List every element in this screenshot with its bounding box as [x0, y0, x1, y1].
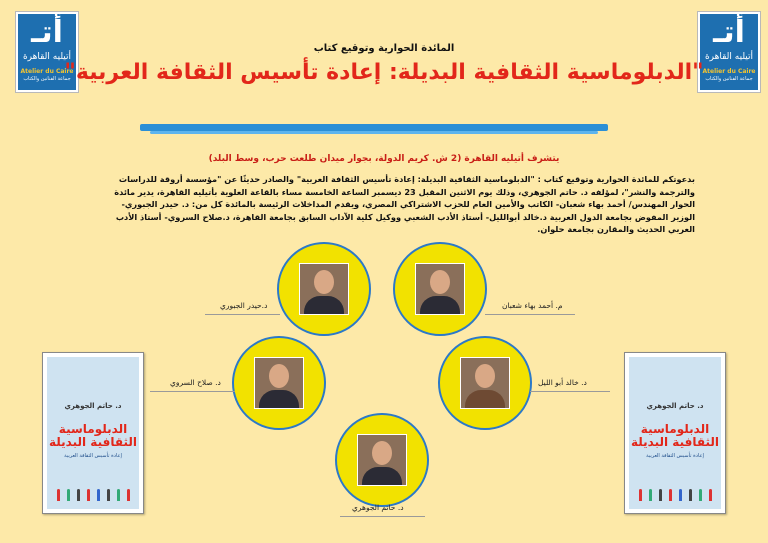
speaker-name-haidar: د.حيدر الجبوري [220, 301, 268, 310]
speaker-photo-khaled [438, 336, 532, 430]
logo-tagline: جماعة الفنانين والكتاب [23, 76, 71, 82]
divider-rule-highlight [150, 131, 598, 134]
speaker-name-salah: د. صلاح السروي [170, 378, 221, 387]
name-underline [150, 391, 235, 392]
invitation-text: بدعوتكم للمائدة الحوارية وتوقيع كتاب : "الدبلوماسية الثقافية البديلة: إعادة تأسيس الثقافة العربية" والصادر حديثًا عن "مؤسسة أروقة للدراسات والترجمة والنشر"، لمؤلفه د. حاتم الجوهري، وذلك يوم الاثنين المقبل 23 ديسمبر الساعة الخامسة مساء بالقاعة العلوية بأتيليه القاهرة، يدير مائدة الحوار المهندس/ أحمد بهاء شعبان- الكاتب والأمين العام للحزب الاشتراكي المصري، ويقدم المداخلات الرئيسة بالمائدة كل من: د. حيدر الجبوري- الوزير المفوض بجامعة الدول العربية د.خالد أبوالليل- أستاذ الأدب الشعبي ووكيل كلية الآداب السابق بجامعة القاهرة، د.صلاح السروي- أستاذ الأدب العربي الحديث والمقارن بجامعة حلوان. [114, 174, 695, 234]
speaker-photo-salah [232, 336, 326, 430]
logo-latin-name: Atelier du Caire [20, 68, 74, 75]
speaker-name-ahmed: م. أحمد بهاء شعبان [502, 301, 563, 310]
logo-arabic-name: أتيليه القاهرة [22, 52, 72, 62]
speaker-name-khaled: د. خالد أبو الليل [538, 378, 587, 387]
book-subtitle: إعادة تأسيس الثقافة العربية [646, 453, 704, 459]
speaker-photo-ahmed [393, 242, 487, 336]
event-kicker: المائدة الحوارية وتوقيع كتاب [313, 43, 455, 54]
speaker-name-hatem: د. حاتم الجوهري [352, 503, 404, 512]
people-network-illustration [53, 477, 133, 501]
book-title: الدبلوماسية الثقافية البديلة [630, 422, 719, 449]
portrait [357, 434, 407, 486]
name-underline [485, 314, 575, 315]
event-title: "الدبلوماسية الثقافية البديلة: إعادة تأسيس الثقافة العربية" [64, 60, 704, 85]
speaker-photo-hatem [335, 413, 429, 507]
portrait [460, 357, 510, 409]
name-underline [530, 391, 610, 392]
logo-arabic-name: أتيليه القاهرة [704, 52, 754, 62]
book-title: الدبلوماسية الثقافية البديلة [48, 422, 137, 449]
logo-tagline: جماعة الفنانين والكتاب [705, 76, 753, 82]
book-cover-left [42, 352, 144, 514]
logo-glyph: أتـ [713, 15, 745, 50]
venue-line: يتشرف أتيليه القاهرة (2 ش. كريم الدولة، بجوار ميدان طلعت حرب، وسط البلد) [208, 154, 560, 164]
people-network-illustration [635, 477, 715, 501]
book-cover-right [624, 352, 726, 514]
name-underline [340, 516, 425, 517]
logo-latin-name: Atelier du Caire [702, 68, 756, 75]
book-author: د. حاتم الجوهري [64, 402, 122, 410]
speaker-photo-haidar [277, 242, 371, 336]
divider-rule [140, 124, 608, 131]
logo-glyph: أتـ [31, 15, 63, 50]
name-underline [205, 314, 280, 315]
portrait [415, 263, 465, 315]
book-subtitle: إعادة تأسيس الثقافة العربية [64, 453, 122, 459]
book-author: د. حاتم الجوهري [646, 402, 704, 410]
portrait [299, 263, 349, 315]
portrait [254, 357, 304, 409]
